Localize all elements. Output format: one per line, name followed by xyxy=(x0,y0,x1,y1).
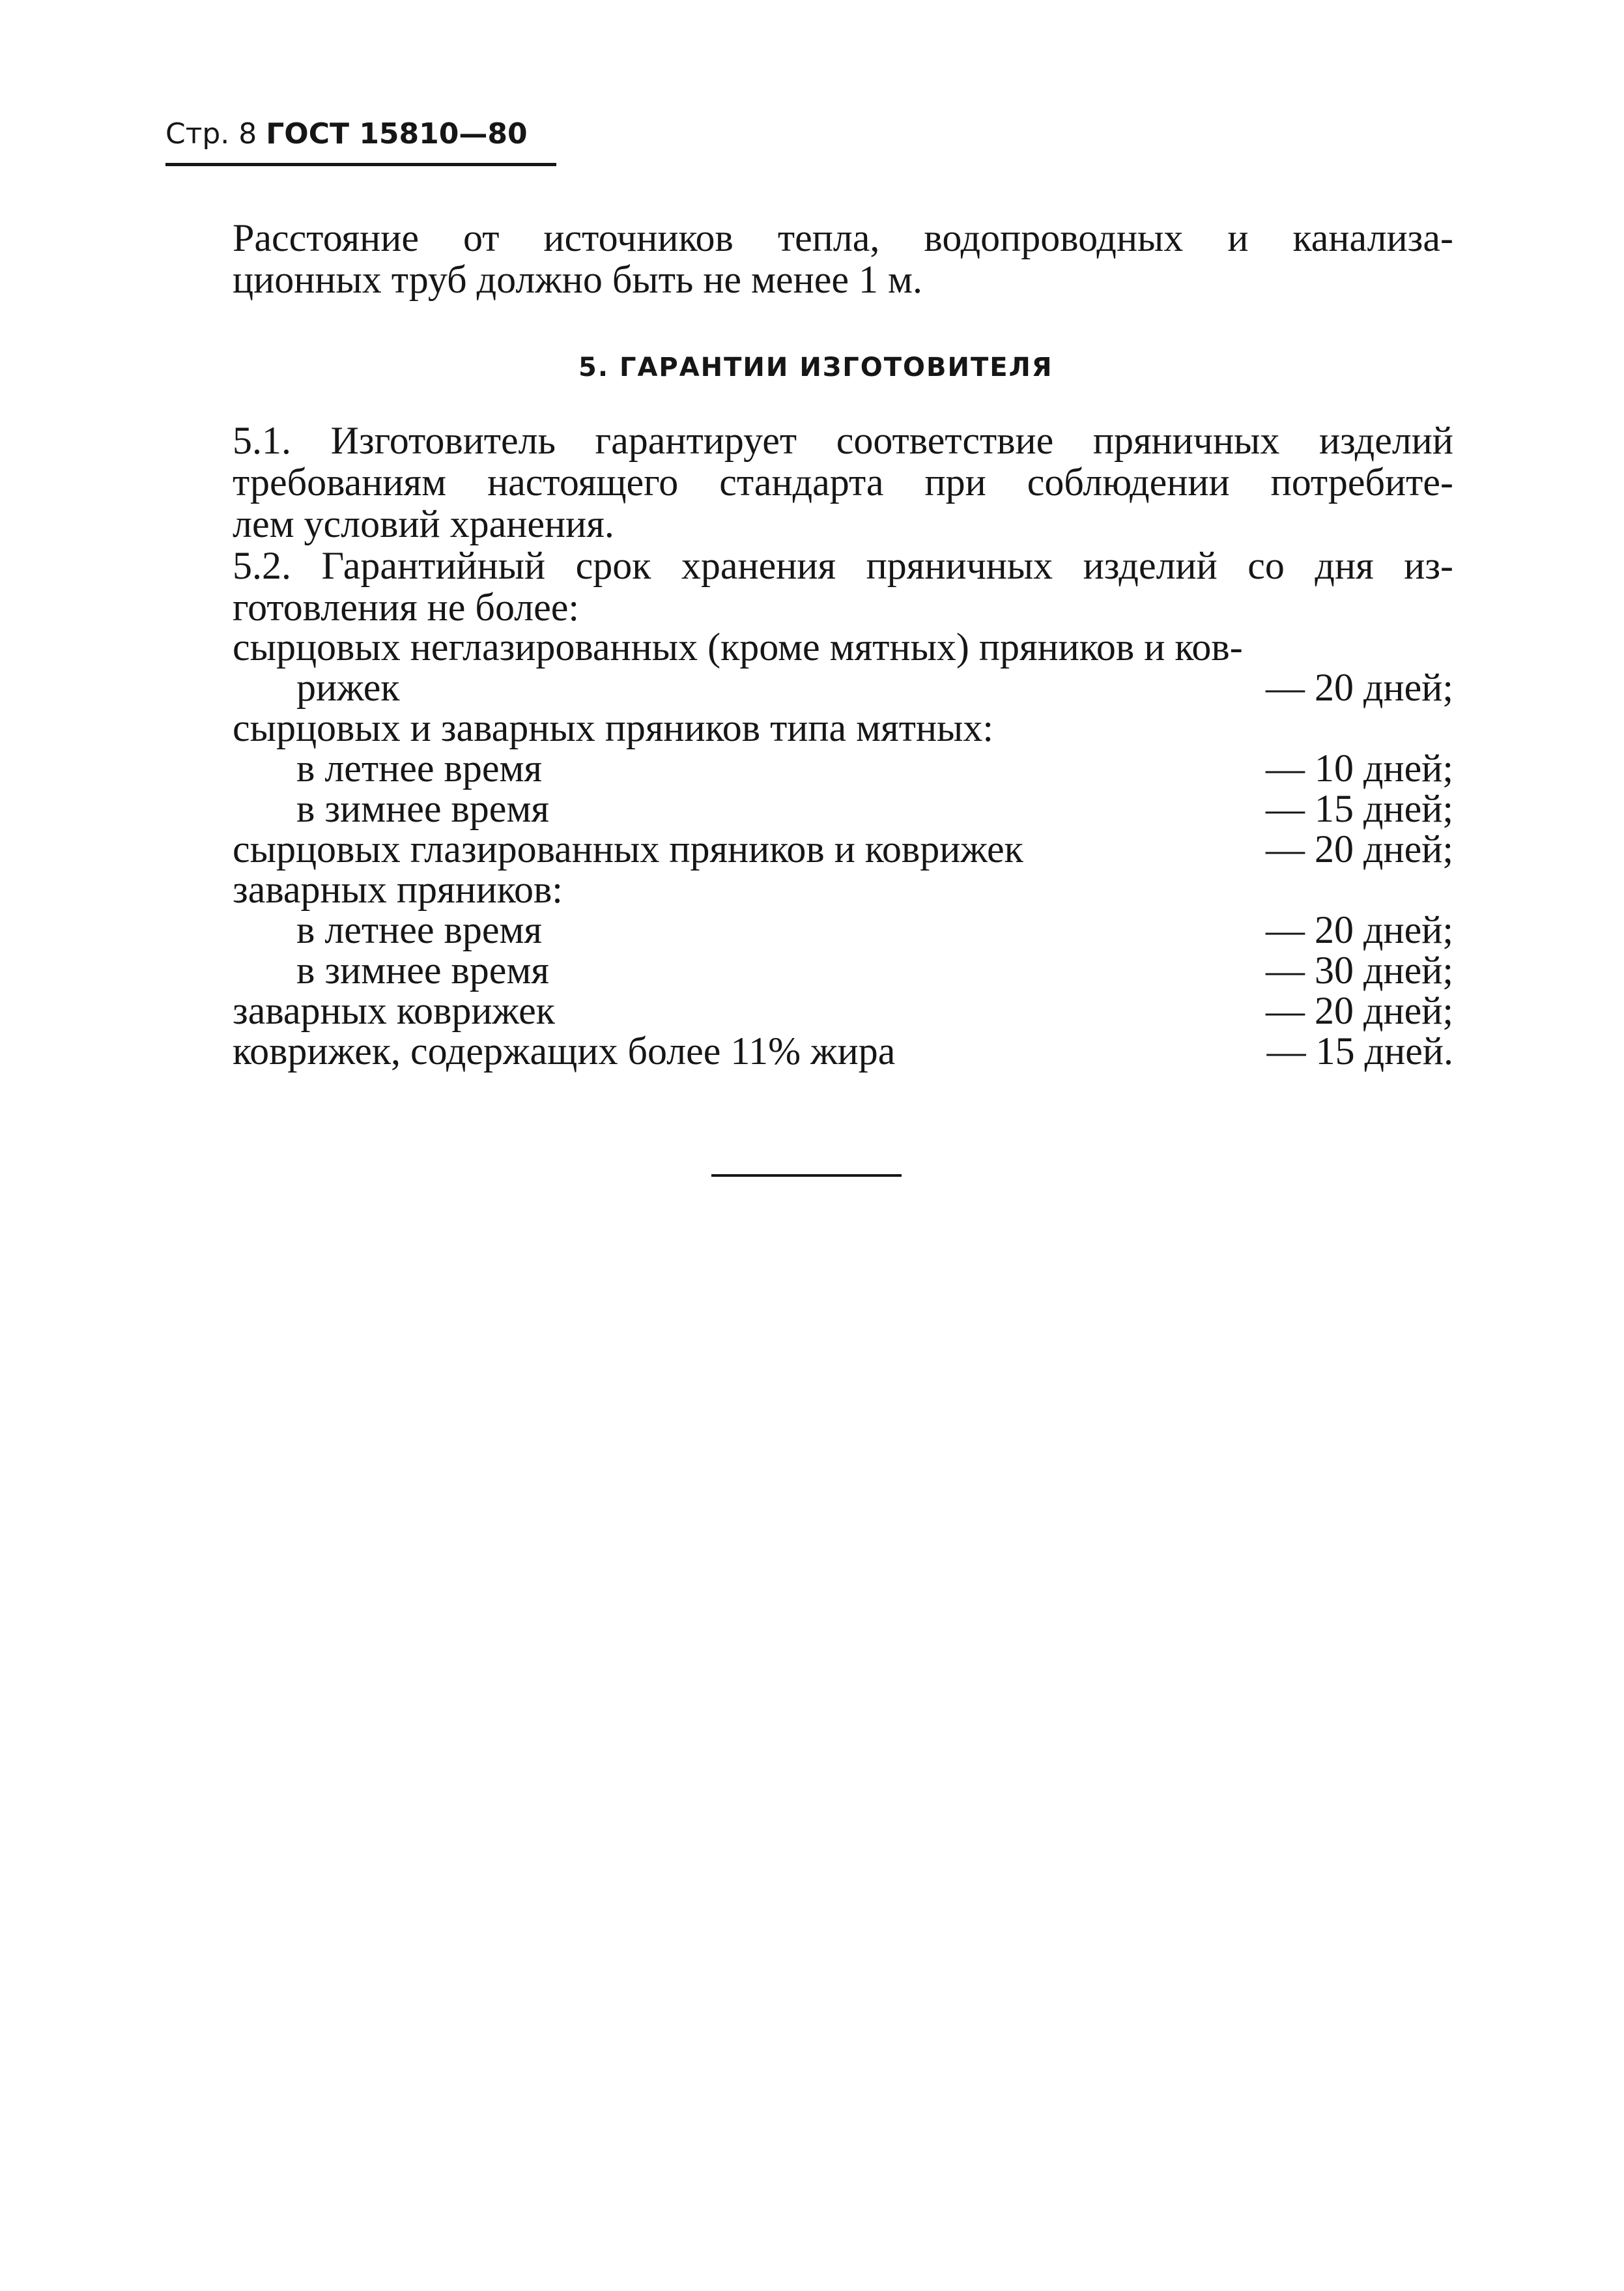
p51-line-2: требованиям настоящего стандарта при соблюдении потребите- xyxy=(233,461,1453,504)
term-row xyxy=(233,990,1453,1031)
term-row xyxy=(296,788,1453,829)
term-row xyxy=(296,748,1453,788)
term-label: в летнее время xyxy=(296,908,543,951)
term-label: в зимнее время xyxy=(296,949,550,992)
standard-number: ГОСТ 15810—80 xyxy=(266,117,528,151)
end-divider xyxy=(711,1174,902,1177)
page-header xyxy=(165,109,528,159)
term-row xyxy=(233,829,1453,869)
header-divider xyxy=(165,163,556,166)
term-value: — 30 дней; xyxy=(1265,949,1453,992)
p52-line-2: готовления не более: xyxy=(233,586,580,629)
p51-line-3: лем условий хранения. xyxy=(233,502,614,545)
term-value: — 20 дней; xyxy=(1265,989,1453,1032)
intro-line-1: Расстояние от источников тепла, водопроводных и канализа- xyxy=(233,216,1453,259)
term-label: сырцовых и заварных пряников типа мятных: xyxy=(233,706,994,749)
term-value: — 15 дней; xyxy=(1265,787,1453,830)
term-row xyxy=(233,1031,1453,1071)
term-label: заварных коврижек xyxy=(233,989,555,1032)
term-value: — 20 дней; xyxy=(1265,828,1453,871)
term-label: сырцовых неглазированных (кроме мятных) пряников и ков- xyxy=(233,626,1243,669)
p52-line-1: 5.2. Гарантийный срок хранения пряничных изделий со дня из- xyxy=(233,544,1453,587)
term-label: сырцовых глазированных пряников и коврижек xyxy=(233,828,1023,871)
term-row xyxy=(233,869,1453,910)
page-number: Стр. 8 xyxy=(165,117,257,151)
term-label: рижек xyxy=(296,666,400,709)
term-row xyxy=(296,950,1453,990)
intro-line-2: ционных труб должно быть не менее 1 м. xyxy=(233,258,922,301)
term-label: заварных пряников: xyxy=(233,868,563,911)
term-value: — 15 дней. xyxy=(1266,1030,1453,1073)
section-heading: 5. ГАРАНТИИ ИЗГОТОВИТЕЛЯ xyxy=(578,353,1053,382)
term-row xyxy=(233,627,1453,667)
term-row xyxy=(296,910,1453,950)
p51-line-1: 5.1. Изготовитель гарантирует соответствие пряничных изделий xyxy=(233,419,1453,462)
term-value: — 20 дней; xyxy=(1265,666,1453,709)
term-value: — 10 дней; xyxy=(1265,747,1453,790)
term-value: — 20 дней; xyxy=(1265,908,1453,951)
term-label: в зимнее время xyxy=(296,787,550,830)
term-label: коврижек, содержащих более 11% жира xyxy=(233,1030,896,1073)
term-row xyxy=(233,708,1453,748)
term-row xyxy=(296,667,1453,708)
term-label: в летнее время xyxy=(296,747,543,790)
